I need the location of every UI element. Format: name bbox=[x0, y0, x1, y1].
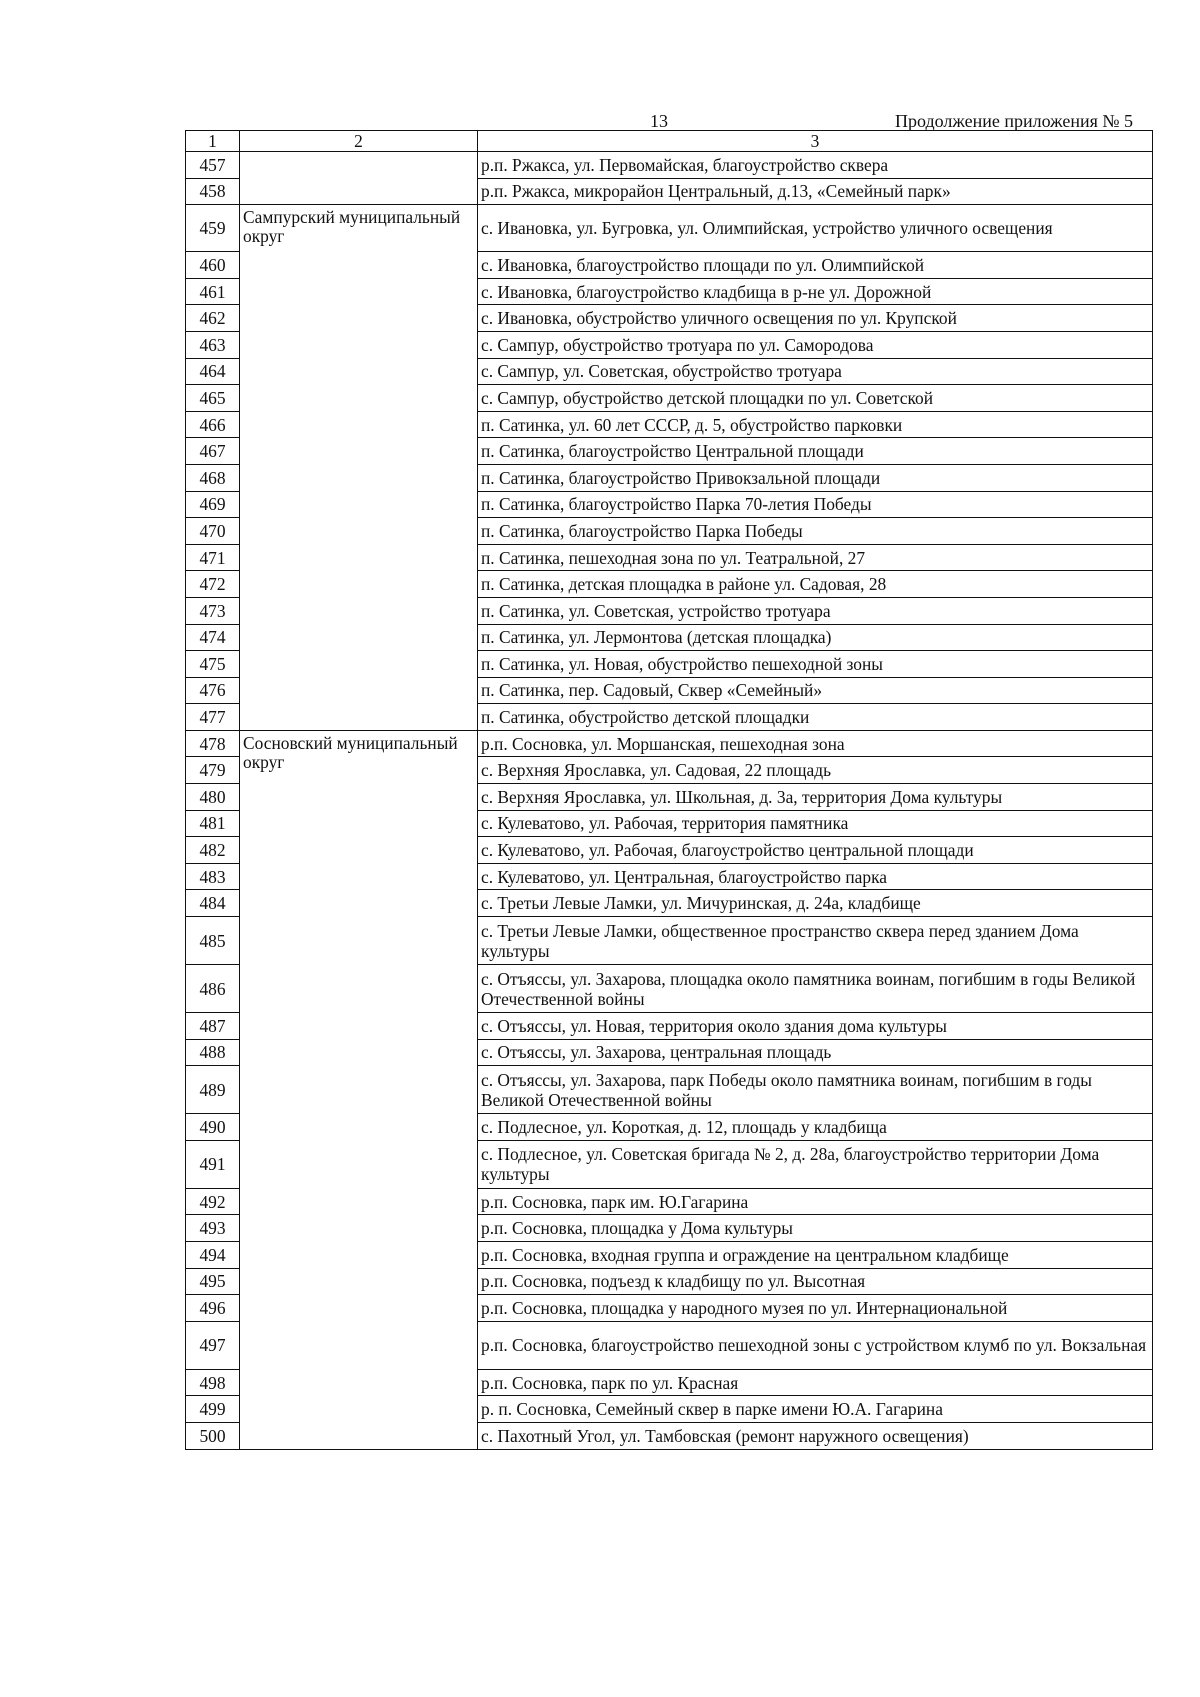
row-number: 487 bbox=[186, 1013, 240, 1040]
row-number: 466 bbox=[186, 411, 240, 438]
project-description: р.п. Ржакса, микрорайон Центральный, д.13, «Семейный парк» bbox=[478, 178, 1153, 205]
row-number: 497 bbox=[186, 1321, 240, 1369]
project-description: п. Сатинка, благоустройство Привокзальной площади bbox=[478, 464, 1153, 491]
project-description: п. Сатинка, благоустройство Парка 70-летия Победы bbox=[478, 491, 1153, 518]
project-description: р.п. Сосновка, благоустройство пешеходной зоны с устройством клумб по ул. Вокзальная bbox=[478, 1321, 1153, 1369]
row-number: 500 bbox=[186, 1422, 240, 1449]
project-description: р.п. Сосновка, площадка у Дома культуры bbox=[478, 1215, 1153, 1242]
district-name bbox=[240, 152, 478, 205]
project-description: с. Отъяссы, ул. Захарова, парк Победы около памятника воинам, погибшим в годы Великой Отечественной войны bbox=[478, 1066, 1153, 1114]
row-number: 481 bbox=[186, 810, 240, 837]
project-description: с. Сампур, обустройство тротуара по ул. Самородова bbox=[478, 331, 1153, 358]
project-description: р.п. Сосновка, подъезд к кладбищу по ул. Высотная bbox=[478, 1268, 1153, 1295]
row-number: 472 bbox=[186, 571, 240, 598]
row-number: 491 bbox=[186, 1140, 240, 1188]
row-number: 464 bbox=[186, 358, 240, 385]
row-number: 473 bbox=[186, 597, 240, 624]
project-description: п. Сатинка, ул. 60 лет СССР, д. 5, обустройство парковки bbox=[478, 411, 1153, 438]
project-description: п. Сатинка, обустройство детской площадки bbox=[478, 704, 1153, 731]
project-description: п. Сатинка, детская площадка в районе ул. Садовая, 28 bbox=[478, 571, 1153, 598]
row-number: 488 bbox=[186, 1039, 240, 1066]
project-description: с. Отъяссы, ул. Новая, территория около здания дома культуры bbox=[478, 1013, 1153, 1040]
project-description: с. Кулеватово, ул. Рабочая, благоустройство центральной площади bbox=[478, 837, 1153, 864]
district-name: Сампурский муниципальный округ bbox=[240, 205, 478, 731]
row-number: 483 bbox=[186, 863, 240, 890]
project-description: п. Сатинка, пер. Садовый, Сквер «Семейный» bbox=[478, 677, 1153, 704]
column-header: 3 bbox=[478, 131, 1153, 152]
row-number: 460 bbox=[186, 252, 240, 279]
row-number: 486 bbox=[186, 965, 240, 1013]
row-number: 489 bbox=[186, 1066, 240, 1114]
row-number: 461 bbox=[186, 278, 240, 305]
table-row bbox=[186, 205, 1153, 252]
project-description: р.п. Ржакса, ул. Первомайская, благоустройство сквера bbox=[478, 152, 1153, 179]
project-description: с. Третьи Левые Ламки, общественное пространство сквера перед зданием Дома культуры bbox=[478, 917, 1153, 965]
project-description: р.п. Сосновка, парк по ул. Красная bbox=[478, 1369, 1153, 1396]
project-description: с. Отъяссы, ул. Захарова, площадка около памятника воинам, погибшим в годы Великой Отечественной войны bbox=[478, 965, 1153, 1013]
project-description: с. Третьи Левые Ламки, ул. Мичуринская, д. 24а, кладбище bbox=[478, 890, 1153, 917]
row-number: 496 bbox=[186, 1295, 240, 1322]
project-description: с. Кулеватово, ул. Рабочая, территория памятника bbox=[478, 810, 1153, 837]
row-number: 477 bbox=[186, 704, 240, 731]
row-number: 465 bbox=[186, 385, 240, 412]
row-number: 463 bbox=[186, 331, 240, 358]
project-description: п. Сатинка, благоустройство Парка Победы bbox=[478, 518, 1153, 545]
project-description: п. Сатинка, ул. Советская, устройство тротуара bbox=[478, 597, 1153, 624]
row-number: 467 bbox=[186, 438, 240, 465]
row-number: 475 bbox=[186, 651, 240, 678]
row-number: 494 bbox=[186, 1242, 240, 1269]
project-description: п. Сатинка, ул. Лермонтова (детская площадка) bbox=[478, 624, 1153, 651]
projects-table bbox=[185, 130, 1153, 1450]
row-number: 492 bbox=[186, 1188, 240, 1215]
row-number: 469 bbox=[186, 491, 240, 518]
row-number: 458 bbox=[186, 178, 240, 205]
column-header: 1 bbox=[186, 131, 240, 152]
row-number: 495 bbox=[186, 1268, 240, 1295]
project-description: п. Сатинка, ул. Новая, обустройство пешеходной зоны bbox=[478, 651, 1153, 678]
row-number: 493 bbox=[186, 1215, 240, 1242]
district-name: Сосновский муниципальный округ bbox=[240, 730, 478, 1449]
project-description: р.п. Сосновка, площадка у народного музея по ул. Интернациональной bbox=[478, 1295, 1153, 1322]
project-description: с. Верхняя Ярославка, ул. Школьная, д. 3а, территория Дома культуры bbox=[478, 784, 1153, 811]
continuation-note: Продолжение приложения № 5 bbox=[895, 111, 1134, 131]
project-description: с. Подлесное, ул. Советская бригада № 2, д. 28а, благоустройство территории Дома культуры bbox=[478, 1140, 1153, 1188]
row-number: 474 bbox=[186, 624, 240, 651]
project-description: с. Верхняя Ярославка, ул. Садовая, 22 площадь bbox=[478, 757, 1153, 784]
table-row bbox=[186, 152, 1153, 179]
project-description: с. Ивановка, благоустройство кладбища в р-не ул. Дорожной bbox=[478, 278, 1153, 305]
row-number: 498 bbox=[186, 1369, 240, 1396]
row-number: 479 bbox=[186, 757, 240, 784]
project-description: с. Ивановка, благоустройство площади по ул. Олимпийской bbox=[478, 252, 1153, 279]
row-number: 499 bbox=[186, 1396, 240, 1423]
row-number: 457 bbox=[186, 152, 240, 179]
project-description: п. Сатинка, пешеходная зона по ул. Театральной, 27 bbox=[478, 544, 1153, 571]
project-description: с. Ивановка, обустройство уличного освещения по ул. Крупской bbox=[478, 305, 1153, 332]
row-number: 484 bbox=[186, 890, 240, 917]
project-description: с. Сампур, обустройство детской площадки по ул. Советской bbox=[478, 385, 1153, 412]
row-number: 480 bbox=[186, 784, 240, 811]
project-description: с. Кулеватово, ул. Центральная, благоустройство парка bbox=[478, 863, 1153, 890]
project-description: п. Сатинка, благоустройство Центральной площади bbox=[478, 438, 1153, 465]
project-description: с. Подлесное, ул. Короткая, д. 12, площадь у кладбища bbox=[478, 1114, 1153, 1141]
row-number: 471 bbox=[186, 544, 240, 571]
row-number: 468 bbox=[186, 464, 240, 491]
row-number: 482 bbox=[186, 837, 240, 864]
project-description: с. Отъяссы, ул. Захарова, центральная площадь bbox=[478, 1039, 1153, 1066]
row-number: 490 bbox=[186, 1114, 240, 1141]
table-row bbox=[186, 730, 1153, 757]
column-header: 2 bbox=[240, 131, 478, 152]
row-number: 462 bbox=[186, 305, 240, 332]
project-description: с. Сампур, ул. Советская, обустройство тротуара bbox=[478, 358, 1153, 385]
project-description: р.п. Сосновка, ул. Моршанская, пешеходная зона bbox=[478, 730, 1153, 757]
project-description: с. Ивановка, ул. Бугровка, ул. Олимпийская, устройство уличного освещения bbox=[478, 205, 1153, 252]
row-number: 476 bbox=[186, 677, 240, 704]
project-description: р.п. Сосновка, входная группа и ограждение на центральном кладбище bbox=[478, 1242, 1153, 1269]
row-number: 470 bbox=[186, 518, 240, 545]
row-number: 485 bbox=[186, 917, 240, 965]
row-number: 478 bbox=[186, 730, 240, 757]
project-description: р.п. Сосновка, парк им. Ю.Гагарина bbox=[478, 1188, 1153, 1215]
table-header-row bbox=[186, 131, 1153, 152]
project-description: с. Пахотный Угол, ул. Тамбовская (ремонт наружного освещения) bbox=[478, 1422, 1153, 1449]
page-number: 13 bbox=[650, 111, 668, 131]
row-number: 459 bbox=[186, 205, 240, 252]
project-description: р. п. Сосновка, Семейный сквер в парке имени Ю.А. Гагарина bbox=[478, 1396, 1153, 1423]
